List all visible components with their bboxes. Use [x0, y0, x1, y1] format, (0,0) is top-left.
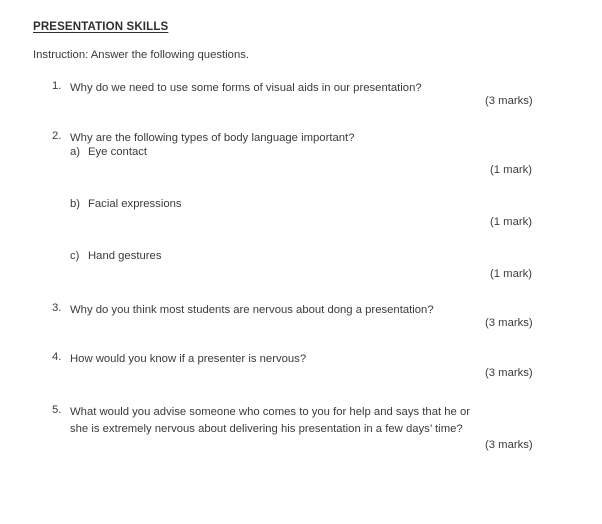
instruction-line: Instruction: Answer the following questions.	[33, 49, 250, 61]
question-marks: (3 marks)	[485, 367, 533, 379]
subitem-marks: (1 mark)	[490, 164, 533, 176]
subitem-marks: (1 mark)	[490, 216, 533, 228]
subitem-marker: a)	[70, 146, 81, 158]
question-text: What would you advise someone who comes to you for help and says that he or she is extremely nervous about delivering his presentation in a few days’ time?	[70, 406, 471, 435]
subitem-text: Hand gestures	[88, 250, 162, 262]
question-marks: (3 marks)	[485, 317, 533, 329]
subitem-marker: c)	[70, 250, 80, 262]
subitem-text: Facial expressions	[88, 198, 182, 210]
question-number: 3.	[52, 302, 62, 314]
subitem-marker: b)	[70, 198, 81, 210]
question-marks: (3 marks)	[485, 95, 533, 107]
question-number: 2.	[52, 130, 62, 142]
question-text: How would you know if a presenter is nervous?	[70, 353, 307, 365]
question-text: Why are the following types of body language important?	[70, 132, 355, 144]
question-text: Why do you think most students are nervous about dong a presentation?	[70, 304, 434, 316]
question-number: 5.	[52, 404, 62, 416]
question-marks: (3 marks)	[485, 439, 533, 451]
question-number: 4.	[52, 351, 62, 363]
page-title: PRESENTATION SKILLS	[33, 21, 169, 33]
question-text: Why do we need to use some forms of visual aids in our presentation?	[70, 82, 422, 94]
subitem-text: Eye contact	[88, 146, 148, 158]
subitem-marks: (1 mark)	[490, 268, 533, 280]
question-number: 1.	[52, 80, 62, 92]
